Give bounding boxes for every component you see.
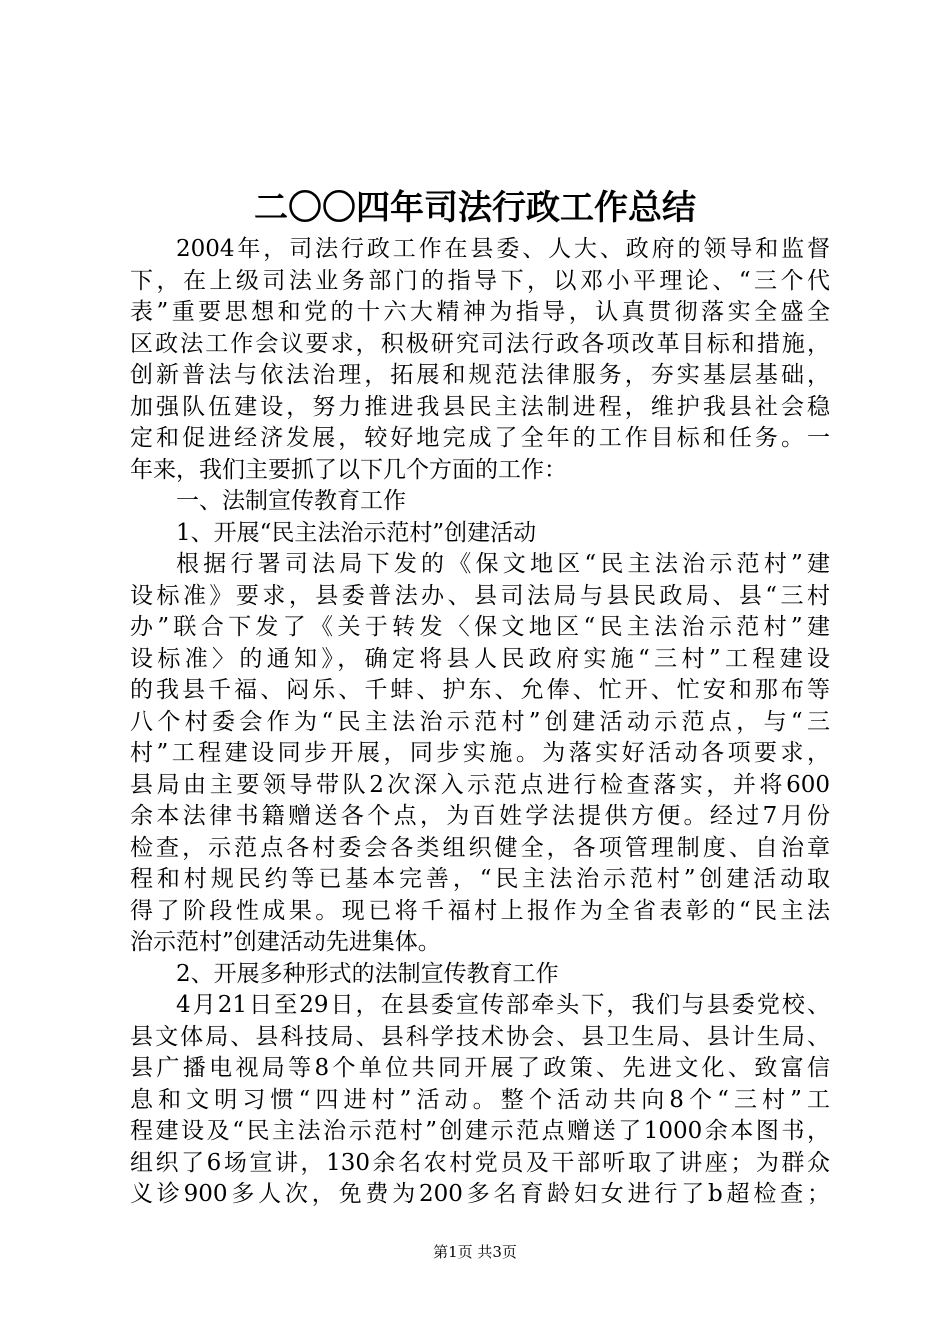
text-line: 的我县千福、闷乐、千蚌、护东、允俸、忙开、忙安和那布等: [130, 677, 830, 703]
text-line: 4月21日至29日，在县委宣传部牵头下，我们与县委党校、: [176, 992, 830, 1018]
text-line: 义诊900多人次，免费为200多名育龄妇女进行了b超检查；: [130, 1181, 830, 1207]
document-title: 二〇〇四年司法行政工作总结: [254, 188, 696, 228]
text-line: 治示范村”创建活动先进集体。: [130, 929, 441, 955]
text-line: 根据行署司法局下发的《保文地区“民主法治示范村”建: [176, 551, 830, 577]
text-line: 下，在上级司法业务部门的指导下，以邓小平理论、“三个代: [130, 267, 830, 294]
document-body: [130, 234, 830, 1211]
text-line: 区政法工作会议要求，积极研究司法行政各项改革目标和措施，: [130, 330, 830, 357]
text-line: 1、开展“民主法治示范村”创建活动: [176, 519, 537, 546]
text-line: 设标准》要求，县委普法办、县司法局与县民政局、县“三村: [130, 582, 830, 609]
text-line: 2004年，司法行政工作在县委、人大、政府的领导和监督: [176, 236, 830, 262]
text-line: 县广播电视局等8个单位共同开展了政策、先进文化、致富信: [130, 1055, 830, 1081]
text-line: 表”重要思想和党的十六大精神为指导，认真贯彻落实全盛全: [130, 299, 830, 325]
text-line: 年来，我们主要抓了以下几个方面的工作：: [130, 456, 567, 483]
text-line: 创新普法与依法治理，拓展和规范法律服务，夯实基层基础，: [130, 362, 830, 388]
text-line: 八个村委会作为“民主法治示范村”创建活动示范点，与“三: [130, 708, 830, 735]
text-line: 2、开展多种形式的法制宣传教育工作: [176, 960, 559, 987]
text-line: 设标准〉的通知》，确定将县人民政府实施“三村”工程建设: [130, 645, 830, 672]
text-line: 息和文明习惯“四进村”活动。整个活动共向8个“三村”工: [130, 1086, 830, 1113]
text-line: 加强队伍建设，努力推进我县民主法制进程，维护我县社会稳: [130, 393, 830, 420]
text-line: 组织了6场宣讲，130余名农村党员及干部听取了讲座；为群众: [130, 1149, 830, 1176]
text-line: 一、法制宣传教育工作: [176, 488, 406, 514]
text-line: 程和村规民约等已基本完善，“民主法治示范村”创建活动取: [130, 866, 830, 892]
text-line: 检查，示范点各村委会各类组织健全，各项管理制度、自治章: [130, 834, 830, 861]
text-line: 定和促进经济发展，较好地完成了全年的工作目标和任务。一: [130, 425, 830, 451]
text-line: 县局由主要领导带队2次深入示范点进行检查落实，并将600: [130, 771, 830, 798]
text-line: 县文体局、县科技局、县科学技术协会、县卫生局、县计生局、: [130, 1023, 830, 1050]
text-line: 得了阶段性成果。现已将千福村上报作为全省表彰的“民主法: [130, 897, 830, 924]
text-line: 余本法律书籍赠送各个点，为百姓学法提供方便。经过7月份: [130, 803, 830, 829]
page-footer: 第1页 共3页: [433, 1243, 517, 1261]
text-line: 村”工程建设同步开展，同步实施。为落实好活动各项要求，: [130, 740, 830, 766]
text-line: 办”联合下发了《关于转发〈保文地区“民主法治示范村”建: [130, 614, 830, 640]
text-line: 程建设及“民主法治示范村”创建示范点赠送了1000余本图书，: [130, 1118, 830, 1144]
